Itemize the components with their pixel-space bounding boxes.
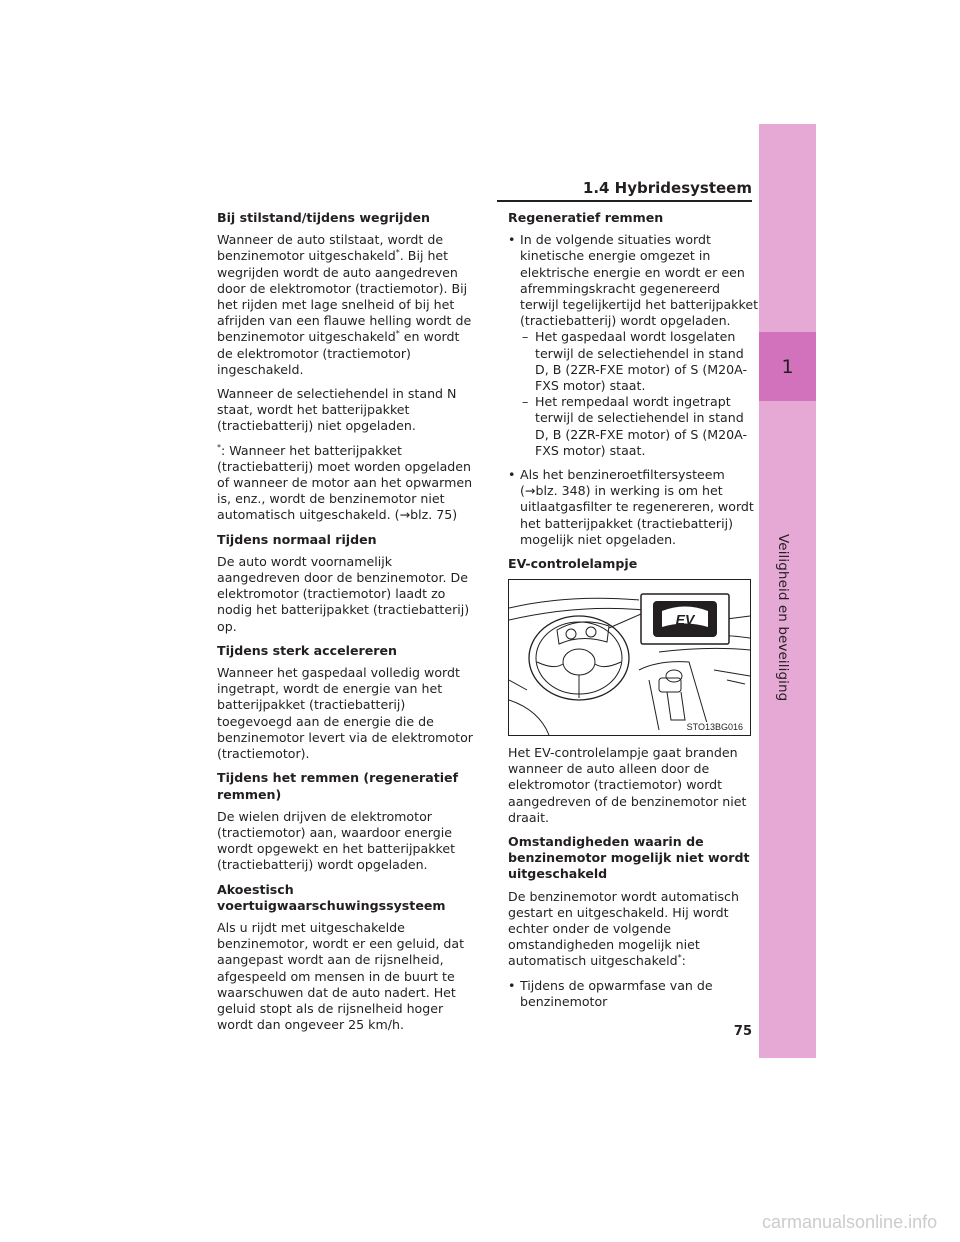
- paragraph-remmen: De wielen drijven de elektromotor (tractiemotor) aan, waardoor energie wordt opgewekt en het batterijpakket (tractiebatterij) wordt opgeladen.: [217, 808, 456, 873]
- paragraph-accelereren: Wanneer het gaspedaal volledig wordt ingetrapt, wordt de energie van het batterijpakket (tractiebatterij) toegevoegd aan de energie die de benzinemotor levert via de elektromotor (tractiemotor).: [217, 665, 473, 762]
- dashboard-drawing: [509, 580, 750, 735]
- heading-remmen: Tijdens het remmen (regeneratief remmen): [217, 770, 459, 802]
- heading-stilstand: Bij stilstand/tijdens wegrijden: [217, 210, 430, 225]
- chapter-number: 1: [759, 332, 816, 401]
- page-number: 75: [733, 1024, 752, 1039]
- chapter-label: Veiligheid en beveiliging: [775, 534, 791, 702]
- paragraph-ev: Het EV-controlelampje gaat branden wanneer de auto alleen door de elektromotor (tractiemotor) wordt aangedreven of de benzinemotor niet draait.: [508, 745, 747, 825]
- paragraph-stilstand: Wanneer de auto stilstaat, wordt de benzinemotor uitgeschakeld*. Bij het wegrijden wordt de auto aangedreven door de elektromotor (tractiemotor). Bij het rijden met lage snelheid of bij het afrijden van een flauwe helling wordt de benzinemotor uitgeschakeld* en wordt de elektromotor (tractiemotor) ingeschakeld.: [217, 232, 472, 377]
- ev-icon-label: EV: [675, 611, 695, 628]
- heading-omstandigheden: Omstandigheden waarin de benzinemotor mogelijk niet wordt uitgeschakeld: [508, 834, 750, 882]
- heading-ev: EV-controlelampje: [508, 556, 638, 572]
- figure-code: STO13BG016: [686, 722, 743, 732]
- list-item: • In de volgende situaties wordt kinetische energie omgezet in elektrische energie en wordt er een afremmingskracht gegenereerd terwijl tegelijkertijd het batterijpakket (tractiebatterij) wordt opgeladen. – Het gaspedaal wordt losgelaten terwijl de selectiehendel in stand D, B (2ZR-FXE motor) of S (M20A-FXS motor) staat. – Het rempedaal wordt ingetrapt terwijl de selectiehendel in stand D, B (2ZR-FXE motor) of S (M20A-FXS motor) staat.: [508, 232, 758, 459]
- paragraph-akoestisch: Als u rijdt met uitgeschakelde benzinemotor, wordt er een geluid, dat aangepast wordt aan de rijsnelheid, afgespeeld om mensen in de buurt te waarschuwen dat de auto nadert. Het geluid stopt als de rijsnelheid hoger wordt dan ongeveer 25 km/h.: [217, 919, 465, 1033]
- right-column: [508, 208, 758, 578]
- header-rule: [497, 200, 752, 202]
- dash-list: [520, 329, 758, 459]
- heading-regeneratief: Regeneratief remmen: [508, 210, 664, 225]
- omst-bullet-list: [508, 978, 758, 1010]
- list-item: • Als het benzineroetfiltersysteem (→blz. 348) in werking is om het uitlaatgasfilter te regenereren, wordt het batterijpakket (tractiebatterij) mogelijk niet opgeladen.: [508, 467, 758, 548]
- ev-indicator-illustration: [508, 579, 751, 736]
- list-item: • Tijdens de opwarmfase van de benzinemotor: [508, 978, 758, 1010]
- list-item: – Het gaspedaal wordt losgelaten terwijl de selectiehendel in stand D, B (2ZR-FXE motor) of S (M20A-FXS motor) staat.: [520, 329, 758, 394]
- section-title: 1.4 Hybridesysteem: [582, 179, 752, 197]
- footnote: *: Wanneer het batterijpakket (tractiebatterij) moet worden opgeladen of wanneer de motor aan het opwarmen is, enz., wordt de benzinemotor niet automatisch uitgeschakeld. (→blz. 75): [217, 442, 473, 523]
- list-item: – Het rempedaal wordt ingetrapt terwijl de selectiehendel in stand D, B (2ZR-FXE motor) of S (M20A-FXS motor) staat.: [520, 394, 758, 459]
- heading-akoestisch: Akoestisch voertuigwaarschuwingssysteem: [217, 881, 446, 913]
- heading-normaal: Tijdens normaal rijden: [217, 531, 377, 547]
- chapter-side-tab: [759, 124, 816, 1058]
- paragraph-omstandigheden: De benzinemotor wordt automatisch gestart en uitgeschakeld. Hij wordt echter onder de volgende omstandigheden mogelijk niet automatisch uitgeschakeld*:: [508, 888, 739, 969]
- regen-bullet-list: [508, 232, 758, 548]
- heading-accelereren: Tijdens sterk accelereren: [217, 642, 397, 658]
- watermark: carmanualsonline.info: [762, 1212, 938, 1232]
- right-column-lower: [508, 745, 758, 1018]
- left-column: [217, 208, 475, 1041]
- paragraph-stand-n: Wanneer de selectiehendel in stand N staat, wordt het batterijpakket (tractiebatterij) niet opgeladen.: [217, 386, 457, 434]
- paragraph-normaal: De auto wordt voornamelijk aangedreven door de benzinemotor. De elektromotor (tractiemotor) laadt zo nodig het batterijpakket (tractiebatterij) op.: [217, 553, 470, 634]
